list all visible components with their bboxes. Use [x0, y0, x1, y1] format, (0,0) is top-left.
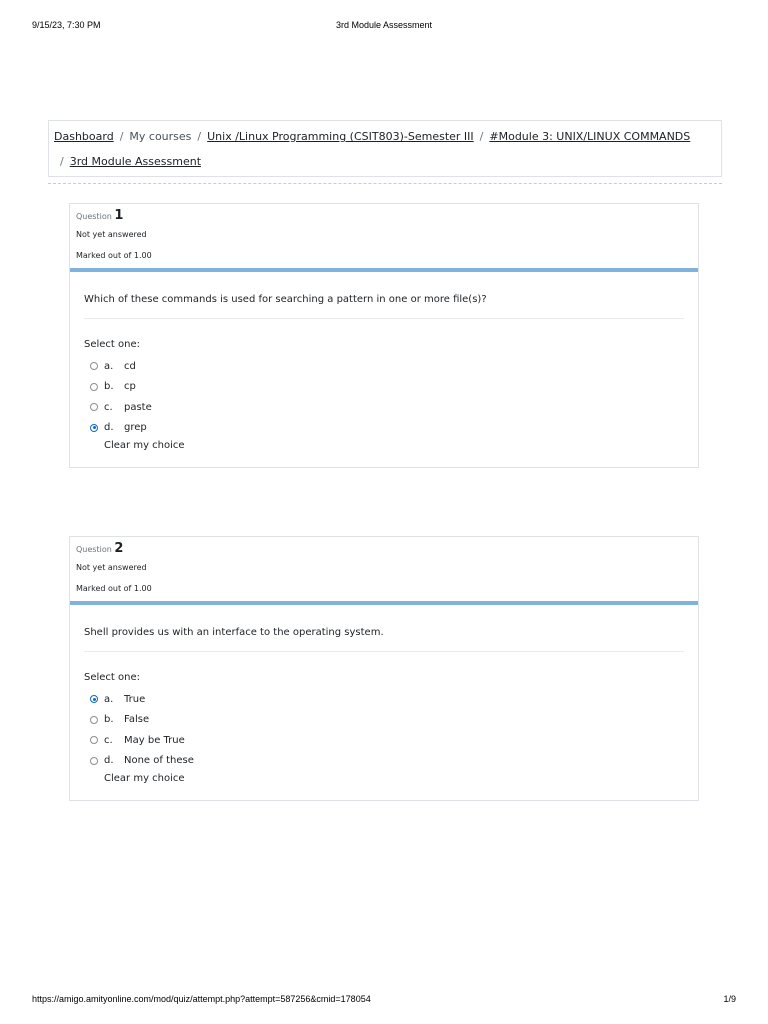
clear-choice-link[interactable]: Clear my choice	[104, 773, 185, 784]
question-grade: Marked out of 1.00	[76, 584, 152, 593]
option-letter: d.	[104, 422, 114, 434]
option-letter: b.	[104, 714, 114, 726]
question-text: Which of these commands is used for searching a pattern in one or more file(s)?	[84, 294, 684, 319]
breadcrumb-separator: /	[60, 155, 64, 168]
select-one-label: Select one:	[84, 339, 141, 350]
option-text: paste	[124, 401, 152, 413]
print-page-number: 1/9	[723, 994, 736, 1004]
breadcrumb-separator: /	[479, 130, 484, 143]
answer-option-b[interactable]	[84, 710, 684, 731]
question-content	[70, 272, 698, 467]
radio-button[interactable]	[90, 757, 98, 765]
question-number-value: 1	[114, 208, 124, 223]
option-text: cd	[124, 360, 136, 372]
question-number	[76, 209, 692, 223]
select-one-label: Select one:	[84, 672, 141, 683]
breadcrumb-module-link[interactable]: #Module 3: UNIX/LINUX COMMANDS	[489, 130, 691, 143]
question-card	[69, 536, 699, 801]
question-card	[69, 203, 699, 468]
question-content	[70, 605, 698, 800]
question-grade: Marked out of 1.00	[76, 251, 152, 260]
question-info	[70, 204, 698, 268]
option-letter: a.	[104, 360, 114, 372]
option-letter: c.	[104, 401, 113, 413]
breadcrumb-course-link[interactable]: Unix /Linux Programming (CSIT803)-Semester III	[207, 130, 474, 143]
breadcrumb-dashboard-link[interactable]: Dashboard	[54, 130, 114, 143]
option-text: cp	[124, 381, 136, 393]
clear-choice-link[interactable]: Clear my choice	[104, 440, 185, 451]
radio-button[interactable]	[90, 362, 98, 370]
option-text: May be True	[124, 734, 185, 746]
radio-button[interactable]	[90, 383, 98, 391]
breadcrumb-current-link[interactable]: 3rd Module Assessment	[69, 155, 202, 168]
answer-option-d[interactable]	[84, 751, 684, 772]
option-letter: d.	[104, 755, 114, 767]
option-text: True	[124, 693, 146, 705]
question-label: Question	[76, 545, 112, 554]
question-number-value: 2	[114, 541, 124, 556]
breadcrumb-separator: /	[119, 130, 124, 143]
print-title: 3rd Module Assessment	[335, 20, 433, 30]
radio-button[interactable]	[90, 695, 98, 703]
radio-button[interactable]	[90, 403, 98, 411]
radio-button[interactable]	[90, 424, 98, 432]
question-label: Question	[76, 212, 112, 221]
answer-option-c[interactable]	[84, 730, 684, 751]
print-url: https://amigo.amityonline.com/mod/quiz/attempt.php?attempt=587256&cmid=178054	[32, 994, 371, 1004]
question-info	[70, 537, 698, 601]
breadcrumb	[48, 120, 722, 177]
answer-option-c[interactable]	[84, 397, 684, 418]
breadcrumb-my-courses: My courses	[129, 130, 192, 143]
option-letter: a.	[104, 693, 114, 705]
radio-button[interactable]	[90, 716, 98, 724]
radio-button[interactable]	[90, 736, 98, 744]
option-letter: c.	[104, 734, 113, 746]
breadcrumb-separator: /	[197, 130, 202, 143]
answer-option-a[interactable]	[84, 689, 684, 710]
divider	[48, 183, 722, 184]
print-date: 9/15/23, 7:30 PM	[32, 20, 101, 30]
option-letter: b.	[104, 381, 114, 393]
answer-option-a[interactable]	[84, 356, 684, 377]
question-number	[76, 542, 692, 556]
question-state: Not yet answered	[76, 230, 147, 239]
question-state: Not yet answered	[76, 563, 147, 572]
option-text: None of these	[124, 755, 194, 767]
answer-option-b[interactable]	[84, 377, 684, 398]
answer-option-d[interactable]	[84, 418, 684, 439]
question-text: Shell provides us with an interface to the operating system.	[84, 627, 684, 652]
option-text: False	[124, 714, 150, 726]
option-text: grep	[124, 422, 147, 434]
